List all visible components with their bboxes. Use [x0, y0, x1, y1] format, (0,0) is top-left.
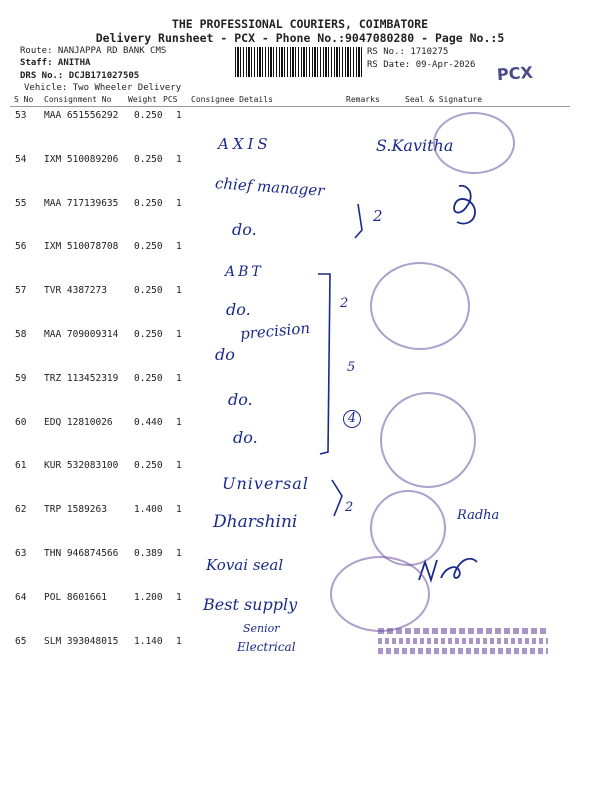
- stamp-best-supply: [330, 556, 430, 632]
- handwritten-ditto-1: do.: [232, 220, 257, 239]
- row-consignment-number: EDQ 12810026: [44, 417, 113, 428]
- row-consignment-number: MAA 709009314: [44, 329, 119, 340]
- row-sno: 59: [15, 373, 27, 384]
- remarks-count-2c: 2: [345, 500, 354, 515]
- row-sno: 53: [15, 110, 27, 121]
- row-pcs: 1: [176, 548, 182, 559]
- row-sno: 57: [15, 285, 27, 296]
- row-weight: 0.440: [134, 417, 163, 428]
- bracket-54-56: [355, 204, 362, 238]
- row-pcs: 1: [176, 241, 182, 252]
- stamp-tamil-address: [378, 624, 548, 666]
- handwritten-dharshini: Dharshini: [213, 512, 298, 532]
- row-weight: 0.250: [134, 198, 163, 209]
- row-pcs: 1: [176, 329, 182, 340]
- handwritten-best-supply: Best supply: [203, 595, 298, 614]
- handwritten-chief-manager: chief manager: [214, 174, 325, 200]
- row-consignment-number: SLM 393048015: [44, 636, 119, 647]
- row-weight: 0.250: [134, 154, 163, 165]
- stamp-scientific-cbe: [380, 392, 476, 488]
- handwritten-senior: Senior: [243, 622, 280, 635]
- row-weight: 0.250: [134, 460, 163, 471]
- handwritten-ditto-2: do.: [226, 300, 251, 319]
- col-consignee: Consignee Details: [191, 95, 273, 104]
- row-consignment-number: TRZ 113452319: [44, 373, 119, 384]
- handwritten-axis: AXIS: [218, 135, 272, 153]
- stamp-bank-cbe: [433, 112, 515, 174]
- row-sno: 61: [15, 460, 27, 471]
- drs-number: DRS No.: DCJB171027505: [20, 71, 140, 81]
- row-consignment-number: KUR 532083100: [44, 460, 119, 471]
- handwritten-kovai-seal: Kovai seal: [206, 556, 284, 574]
- col-weight: Weight: [128, 95, 157, 104]
- col-consignment: Consignment No: [44, 95, 112, 104]
- row-weight: 1.140: [134, 636, 163, 647]
- row-sno: 62: [15, 504, 27, 515]
- row-sno: 60: [15, 417, 27, 428]
- col-seal: Seal & Signature: [405, 95, 483, 104]
- row-weight: 0.250: [134, 373, 163, 384]
- handwritten-electrical: Electrical: [237, 640, 296, 654]
- signature-scribble-55: [445, 182, 485, 228]
- rs-number: RS No.: 1710275: [367, 47, 449, 57]
- row-weight: 0.250: [134, 285, 163, 296]
- signature-skavitha: S.Kavitha: [376, 136, 454, 155]
- row-weight: 0.250: [134, 329, 163, 340]
- row-consignment-number: IXM 510089206: [44, 154, 119, 165]
- row-pcs: 1: [176, 373, 182, 384]
- row-pcs: 1: [176, 110, 182, 121]
- signature-radha: Radha: [457, 508, 500, 523]
- row-weight: 0.250: [134, 110, 163, 121]
- row-consignment-number: POL 8601661: [44, 592, 107, 603]
- row-pcs: 1: [176, 154, 182, 165]
- handwritten-ditto-5: do.: [233, 428, 258, 447]
- row-consignment-number: MAA 651556292: [44, 110, 119, 121]
- remarks-count-2b: 2: [340, 296, 349, 311]
- pcx-stamp-logo: PCX: [496, 62, 534, 85]
- row-weight: 1.400: [134, 504, 163, 515]
- row-consignment-number: IXM 510078708: [44, 241, 119, 252]
- row-consignment-number: THN 946874566: [44, 548, 119, 559]
- remarks-count-4: 4: [343, 410, 361, 428]
- route-label: Route: NANJAPPA RD BANK CMS: [20, 46, 167, 56]
- handwritten-ditto-4: do.: [228, 390, 253, 409]
- row-consignment-number: TVR 4387273: [44, 285, 107, 296]
- handwritten-ditto-3: do: [215, 345, 235, 364]
- row-pcs: 1: [176, 417, 182, 428]
- row-sno: 58: [15, 329, 27, 340]
- row-weight: 1.200: [134, 592, 163, 603]
- row-weight: 0.250: [134, 241, 163, 252]
- row-pcs: 1: [176, 285, 182, 296]
- row-pcs: 1: [176, 504, 182, 515]
- row-weight: 0.389: [134, 548, 163, 559]
- row-sno: 65: [15, 636, 27, 647]
- header-divider: [10, 106, 570, 107]
- runsheet-title: Delivery Runsheet - PCX - Phone No.:9047080280 - Page No.:5: [95, 31, 505, 45]
- row-consignment-number: MAA 717139635: [44, 198, 119, 209]
- handwritten-precision: precision: [239, 318, 311, 344]
- row-sno: 64: [15, 592, 27, 603]
- stamp-industries: [370, 262, 470, 350]
- col-pcs: PCS: [163, 95, 178, 104]
- bracket-62-63: [332, 480, 342, 516]
- bracket-57-61: [318, 274, 330, 454]
- row-pcs: 1: [176, 198, 182, 209]
- company-name: THE PROFESSIONAL COURIERS, COIMBATORE: [171, 17, 429, 31]
- staff-label: Staff: ANITHA: [20, 58, 91, 68]
- row-sno: 55: [15, 198, 27, 209]
- remarks-count-5: 5: [347, 360, 356, 375]
- handwritten-universal: Universal: [222, 474, 309, 493]
- col-remarks: Remarks: [346, 95, 380, 104]
- col-sno: S No: [14, 95, 34, 104]
- rs-date: RS Date: 09-Apr-2026: [367, 60, 476, 70]
- barcode: [235, 47, 363, 77]
- row-sno: 56: [15, 241, 27, 252]
- remarks-count-2a: 2: [373, 207, 383, 225]
- row-sno: 54: [15, 154, 27, 165]
- vehicle-label: Vehicle: Two Wheeler Delivery: [24, 83, 182, 93]
- row-consignment-number: TRP 1589263: [44, 504, 107, 515]
- row-pcs: 1: [176, 636, 182, 647]
- row-pcs: 1: [176, 592, 182, 603]
- handwritten-abt: ABT: [225, 264, 264, 280]
- stamp-circular-1: [370, 490, 446, 566]
- row-pcs: 1: [176, 460, 182, 471]
- row-sno: 63: [15, 548, 27, 559]
